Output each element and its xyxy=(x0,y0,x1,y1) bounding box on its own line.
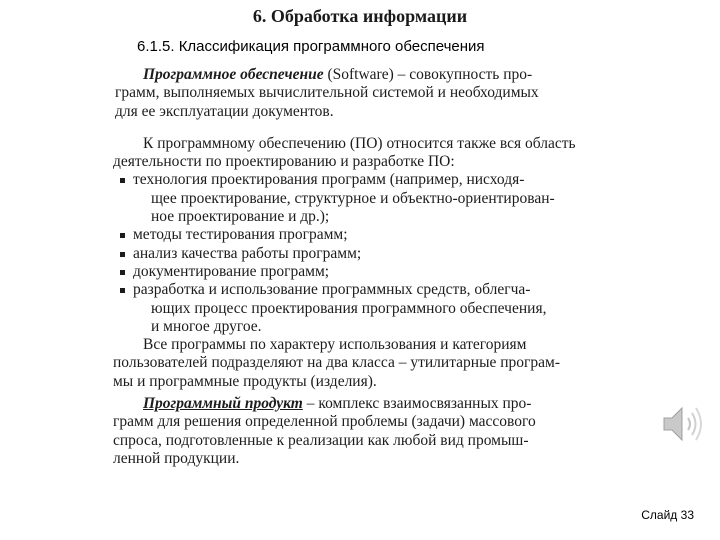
list-item: документирование программ; xyxy=(113,263,603,281)
list-item: технология проектирования программ (например, нисходя- xyxy=(113,171,603,189)
scanned-text xyxy=(113,66,603,468)
definition-software-product: Программный продукт – комплекс взаимосвязанных про- грамм для решения определенной проблемы (задачи) массового спроса, подготовленные к реализации как любой вид промыш- ленной продукции. xyxy=(113,395,536,467)
software-scope: К программному обеспечению (ПО) относится также вся область деятельности по проектированию и разработке ПО: технология проектирования программ (например, нисходя- щее проектирование, структурное и объектно-ориентирован- ное проектирование и др.); методы тестирования программ; анализ качества работы программ; документирование программ; разработка и использование программных средств, облегча- ющих процесс проектирования программного обеспечения, и многое другое. Все программы по характеру использования и категориям пользователей подразделяют на два класса – утилитарные програм- мы и программные продукты (изделия). xyxy=(113,135,603,391)
section-heading: 6. Обработка информации xyxy=(252,6,468,26)
term-software: Программное обеспечение xyxy=(143,66,324,83)
term-software-product: Программный продукт xyxy=(143,395,303,413)
speaker-icon[interactable] xyxy=(658,400,708,446)
definition-software: Программное обеспечение (Software) – совокупность про- грамм, выполняемых вычислительной системой и необходимых для ее эксплуатации документов. xyxy=(115,66,539,120)
list-item: разработка и использование программных средств, облегча- xyxy=(113,281,603,299)
list-item: методы тестирования программ; xyxy=(113,226,603,244)
list-item: анализ качества работы программ; xyxy=(113,245,603,263)
slide-number: Слайд 33 xyxy=(641,508,694,522)
slide-subtitle: 6.1.5. Классификация программного обеспечения xyxy=(137,38,485,55)
